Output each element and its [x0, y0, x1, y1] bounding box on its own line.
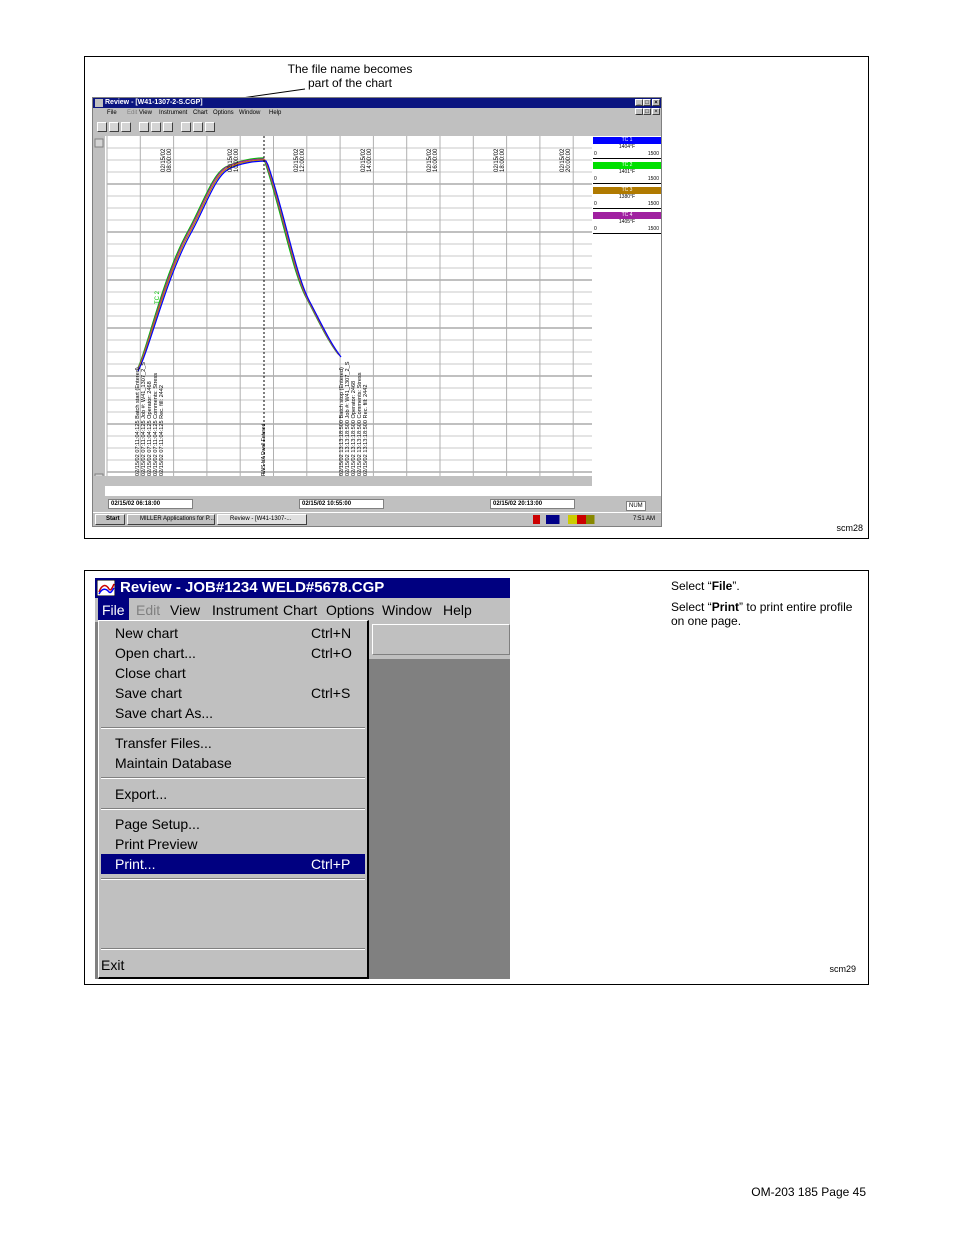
menu-item-page-setup[interactable] [101, 814, 365, 834]
legend-range [593, 201, 661, 209]
legend-max: 1500 [647, 176, 659, 182]
legend-value: 1404°F [618, 144, 636, 150]
event-annotation: 02/15/02 07:11:04:125 Job #: W41_1307_2_S [141, 361, 147, 476]
menu-item-close-chart[interactable] [101, 663, 365, 683]
figure-id: scm29 [829, 964, 856, 974]
menu-item-transfer-files[interactable] [101, 733, 365, 753]
menu-item-label: Save chart [115, 685, 182, 701]
figure-id: scm28 [836, 523, 863, 533]
legend-range [593, 226, 661, 234]
menu-window[interactable]: Window [239, 110, 261, 116]
legend-value: 1405°F [618, 219, 636, 225]
time-column-text: 02/15/02 [294, 148, 300, 172]
legend-item[interactable] [593, 187, 661, 211]
instruction-2-post: ” to print entire profile on one page. [671, 600, 853, 628]
toolbar-panel [372, 624, 510, 655]
legend-value: 1380°F [618, 194, 636, 200]
time-column-label [494, 149, 506, 172]
event-annotation: 02/15/02 07:11:04:125 Batch start (Entered) [135, 367, 141, 476]
menu-separator [101, 808, 365, 810]
toolbar-strip [367, 622, 510, 659]
menu-item-save-chart[interactable] [101, 683, 365, 703]
time-column-text: 10:00:00 [233, 148, 240, 172]
instruction-1-post: ”. [732, 579, 740, 593]
legend-item[interactable] [593, 162, 661, 186]
menu-item-label: Print... [115, 856, 156, 872]
title-bar [95, 578, 510, 598]
event-annotation: 02/15/02 07:11:04:125 Operator: 2468 [147, 381, 153, 476]
tray-icons [533, 515, 621, 524]
event-annotation: 02/15/02 13:13:18:500 Batch stop (Entered) [339, 367, 345, 476]
time-column-text: 02/15/02 [560, 148, 566, 172]
time-column-label [361, 149, 373, 172]
event-annotation: 02/15/02 07:11:04:125 Rec. fill: 2442 [159, 384, 165, 476]
page-footer: OM-203 185 Page 45 [751, 1185, 866, 1199]
menu-file[interactable]: File [98, 598, 129, 622]
menu-item-label: Open chart... [115, 645, 196, 661]
time-column-text: 14:00:00 [366, 148, 373, 172]
start-button[interactable] [95, 514, 125, 525]
time-column-text: 02/15/02 [427, 148, 433, 172]
legend-max: 1500 [647, 151, 659, 157]
legend-range [593, 176, 661, 184]
right-annotation-block [339, 332, 379, 476]
file-menu-dropdown [98, 620, 369, 979]
time-column-text: 02/15/02 [227, 148, 234, 172]
menu-chart[interactable]: Chart [193, 110, 208, 116]
menu-file[interactable]: File [107, 110, 117, 116]
window-title: Review - [W41-1307-2-S.CGP] [105, 99, 203, 106]
menu-item-label: Exit [101, 957, 125, 973]
menu-help[interactable]: Help [269, 110, 282, 116]
menu-chart[interactable]: Chart [283, 602, 318, 618]
cut-icon[interactable] [139, 122, 149, 132]
instruction-1-bold: File [711, 579, 733, 593]
taskbar-item-miller[interactable] [127, 514, 215, 525]
callout-line-2: part of the chart [307, 76, 393, 90]
menu-separator [101, 727, 365, 729]
left-annotation-block [135, 332, 175, 476]
event-annotation: 02/15/02 13:13:18:500 Rec. fill: 2442 [363, 384, 369, 476]
menu-item-label: Close chart [115, 665, 186, 681]
menu-edit[interactable]: Edit [136, 602, 161, 618]
instruction-2 [671, 600, 866, 628]
num-indicator: NUM [626, 501, 646, 511]
event-annotation: 02/15/02 07:11:04:125 Comments: Stress [153, 372, 159, 476]
status-bar [93, 498, 661, 510]
child-close-button[interactable]: × [652, 108, 660, 115]
child-restore-button[interactable]: □ [643, 108, 651, 115]
menu-item-shortcut: Ctrl+P [311, 856, 351, 872]
menu-item-print[interactable] [101, 854, 365, 874]
legend-min: 0 [594, 201, 597, 207]
menu-window[interactable]: Window [382, 602, 432, 618]
taskbar-item-review-label: Review - [W41-1307-... [230, 516, 292, 522]
start-label: Start [106, 516, 120, 522]
time-column-text: 02/15/02 [161, 148, 167, 172]
time-column-text: 20:00:00 [566, 148, 572, 172]
close-button[interactable]: × [652, 99, 660, 106]
menu-item-open-chart[interactable] [101, 643, 365, 663]
clock-icon[interactable] [181, 122, 191, 132]
menu-item-label: Page Setup... [115, 816, 200, 832]
menu-bar [93, 108, 661, 118]
legend-min: 0 [594, 176, 597, 182]
event-annotation: 02/15/02 13:13:18:500 Job #: W41_1307_2_S [345, 361, 351, 476]
time-column-text: 18:00:00 [499, 148, 506, 172]
menu-instrument[interactable]: Instrument [159, 110, 188, 116]
time-column-text: 02/15/02 [493, 148, 500, 172]
legend-min: 0 [594, 151, 597, 157]
menu-item-shortcut: Ctrl+N [311, 625, 352, 641]
menu-item-label: New chart [115, 625, 179, 641]
menu-item-shortcut: Ctrl+O [311, 645, 352, 661]
time-column-text: 16:00:00 [433, 148, 439, 172]
legend-value: 1401°F [618, 169, 636, 175]
chart-area [93, 136, 593, 496]
status-time-end: 02/15/02 20:13:00 [490, 499, 575, 509]
print-icon[interactable] [193, 122, 203, 132]
menu-item-save-chart-as[interactable] [101, 703, 365, 723]
menu-item-label: Save chart As... [115, 705, 214, 721]
menu-bar [95, 598, 510, 622]
scroll-up-icon[interactable] [95, 139, 103, 147]
new-icon[interactable] [97, 122, 107, 132]
legend-panel [592, 136, 661, 496]
taskbar-item-miller-label: MILLER Applications for P... [140, 516, 214, 522]
legend-range [593, 151, 661, 159]
legend-min: 0 [594, 226, 597, 232]
time-column-label [294, 149, 306, 172]
time-column-text: 02/15/02 [360, 148, 367, 172]
copy-icon[interactable] [151, 122, 161, 132]
taskbar-item-review[interactable] [217, 514, 307, 525]
vertical-scrollbar[interactable] [93, 136, 105, 496]
horizontal-scrollbar[interactable] [93, 476, 593, 486]
legend-name: TC 4 [593, 212, 661, 219]
menu-item-label: Maintain Database [115, 755, 232, 771]
time-column-text: 12:00:00 [300, 148, 306, 172]
menu-separator [101, 777, 365, 779]
instruction-1 [671, 579, 866, 594]
menu-item-shortcut: Ctrl+S [311, 685, 351, 701]
menu-separator [101, 878, 365, 880]
paste-icon[interactable] [163, 122, 173, 132]
dwell-note: PWS-HA Dwell Entered [261, 423, 267, 476]
child-minimize-button[interactable]: _ [635, 108, 643, 115]
menu-instrument[interactable]: Instrument [212, 602, 279, 618]
legend-item[interactable] [593, 212, 661, 236]
maximize-button[interactable]: □ [643, 99, 651, 106]
menu-item-label: Print Preview [115, 836, 198, 852]
menu-item-label: Transfer Files... [115, 735, 212, 751]
time-column-label [427, 149, 439, 172]
save-icon[interactable] [121, 122, 131, 132]
menu-item-label: Export... [115, 786, 168, 802]
time-column-label [228, 149, 240, 172]
open-icon[interactable] [109, 122, 119, 132]
menu-item-exit[interactable] [101, 955, 365, 975]
menu-view[interactable]: View [170, 602, 201, 618]
menu-separator [101, 948, 365, 950]
callout-line-1: The file name becomes [287, 62, 413, 76]
legend-max: 1500 [647, 201, 659, 207]
legend-name: TC 3 [593, 187, 661, 194]
menu-options[interactable]: Options [326, 602, 375, 618]
help-icon[interactable] [205, 122, 215, 132]
menu-edit[interactable]: Edit [127, 110, 138, 116]
legend-item[interactable] [593, 137, 661, 161]
taskbar-clock: 7:51 AM [633, 516, 656, 522]
legend-max: 1500 [647, 226, 659, 232]
time-column-label [161, 149, 173, 172]
menu-item-maintain-database[interactable] [101, 753, 365, 773]
menu-options[interactable]: Options [213, 110, 234, 116]
legend-name: TC 1 [593, 137, 661, 144]
callout-text [265, 62, 435, 90]
menu-help[interactable]: Help [443, 602, 472, 618]
time-column-text: 08:00:00 [167, 148, 173, 172]
menu-view[interactable]: View [139, 110, 152, 116]
trace-label: TC 2 [155, 290, 161, 304]
review-window-2 [95, 578, 510, 979]
instruction-1-pre: Select “ [671, 579, 712, 593]
app-icon [97, 580, 115, 596]
menu-item-export[interactable] [101, 784, 365, 804]
event-annotation: 02/15/02 13:13:18:500 Operator: 2468 [351, 380, 357, 476]
minimize-button[interactable]: _ [635, 99, 643, 106]
menu-item-print-preview[interactable] [101, 834, 365, 854]
legend-name: TC 2 [593, 162, 661, 169]
status-time-start: 02/15/02 06:18:00 [108, 499, 193, 509]
title-bar [93, 98, 661, 108]
menu-item-new-chart[interactable] [101, 623, 365, 643]
taskbar [93, 512, 661, 527]
review-window-1 [92, 97, 662, 527]
window-title: Review - JOB#1234 WELD#5678.CGP [120, 579, 385, 596]
instruction-2-pre: Select “ [671, 600, 712, 614]
app-icon [95, 99, 103, 107]
time-column-label [560, 149, 572, 172]
status-time-mid: 02/15/02 10:55:00 [299, 499, 384, 509]
event-annotation: 02/15/02 13:13:18:500 Comments: Stress [357, 372, 363, 476]
instruction-2-bold: Print [711, 600, 740, 614]
